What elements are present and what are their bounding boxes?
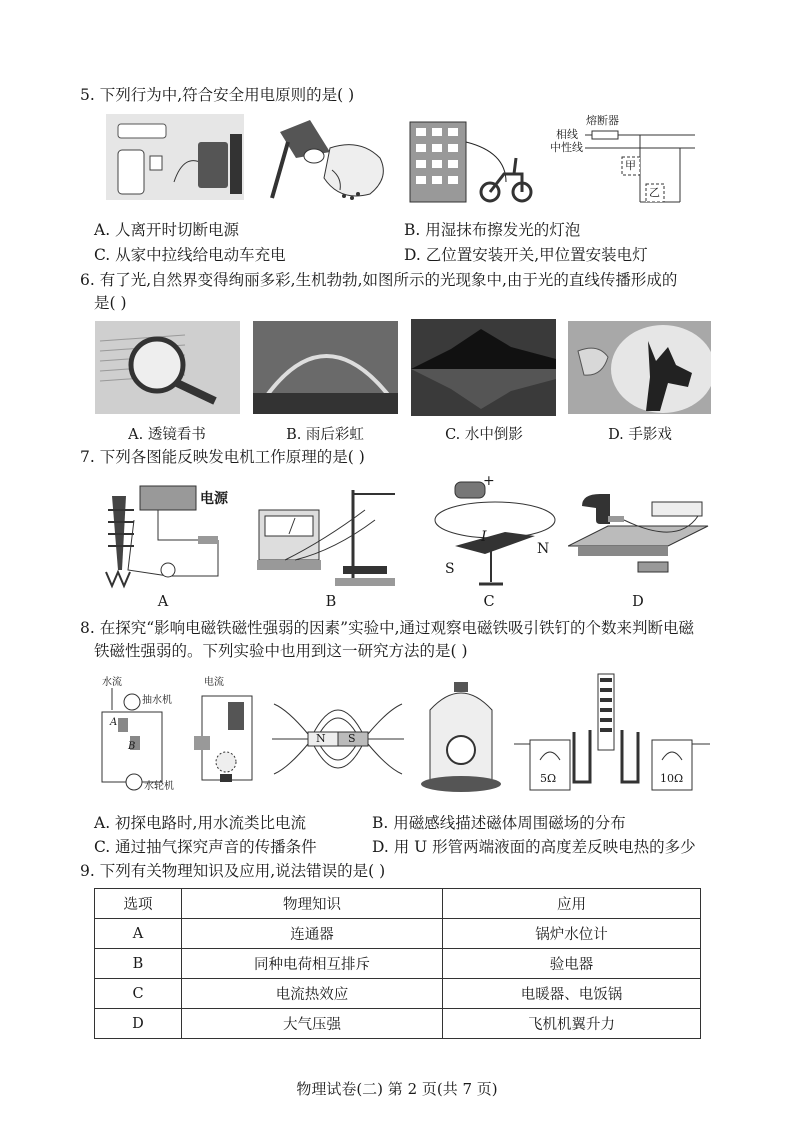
a-label: A xyxy=(110,717,118,728)
current-i-label: I xyxy=(481,529,487,545)
q7-figure-b-galvanometer xyxy=(255,480,405,590)
q5-figure-a-remote xyxy=(104,112,246,202)
s-pole-label: S xyxy=(445,561,455,577)
turbine-label: 水轮机 xyxy=(144,781,174,792)
row-b-application: 验电器 xyxy=(443,949,701,979)
q7-stem: 7. 下列各图能反映发电机工作原理的是( ) xyxy=(80,448,365,466)
neutral-wire-label: 中性线 xyxy=(550,141,583,154)
row-d-knowledge: 大气压强 xyxy=(182,1009,443,1039)
table-row xyxy=(95,919,701,949)
q8-stem-line2: 铁磁性强弱的。下列实验中也用到这一研究方法的是( ) xyxy=(94,642,468,660)
jia-label: 甲 xyxy=(625,159,636,172)
q8-figure-b-current-circuit xyxy=(192,676,264,798)
q9-table xyxy=(94,888,701,1039)
q6-photo-b-rainbow xyxy=(253,321,398,414)
resistor-10-ohm-label: 10Ω xyxy=(660,772,684,785)
row-d-application: 飞机机翼升力 xyxy=(443,1009,701,1039)
q8-option-a: A. 初探电路时,用水流类比电流 xyxy=(94,814,306,832)
q7-figure-d-magnet-circuit xyxy=(568,486,710,584)
row-b-knowledge: 同种电荷相互排斥 xyxy=(182,949,443,979)
q8-stem-line1: 8. 在探究“影响电磁铁磁性强弱的因素”实验中,通过观察电磁铁吸引铁钉的个数来判断电磁 xyxy=(80,619,694,637)
q7-caption-a: A xyxy=(157,594,169,610)
q7-caption-b: B xyxy=(325,594,337,610)
q5-figure-d-circuit xyxy=(550,112,700,208)
q5-stem: 5. 下列行为中,符合安全用电原则的是( ) xyxy=(80,86,355,104)
row-d-option: D xyxy=(95,1009,182,1039)
resistor-5-ohm-label: 5Ω xyxy=(540,772,557,785)
header-knowledge: 物理知识 xyxy=(182,889,443,919)
q6-caption-b: B. 雨后彩虹 xyxy=(286,427,364,443)
q5-figure-b-lamp xyxy=(260,112,390,204)
q6-photo-c-reflection xyxy=(411,319,556,416)
header-application: 应用 xyxy=(443,889,701,919)
q6-stem-line2: 是( ) xyxy=(94,294,127,312)
plus-label: + xyxy=(483,473,495,489)
q8-figure-e-u-tubes xyxy=(514,672,710,800)
row-a-option: A xyxy=(95,919,182,949)
q7-caption-d: D xyxy=(632,594,644,610)
q8-figure-d-bell-jar xyxy=(416,680,506,798)
q6-photo-a-magnifier xyxy=(95,321,240,414)
row-c-knowledge: 电流热效应 xyxy=(182,979,443,1009)
q5-option-d: D. 乙位置安装开关,甲位置安装电灯 xyxy=(404,246,648,264)
magnet-n-label: N xyxy=(316,732,326,745)
q8-option-c: C. 通过抽气探究声音的传播条件 xyxy=(94,838,317,856)
magnet-s-label: S xyxy=(348,732,356,745)
q8-figure-c-field-lines xyxy=(268,680,408,798)
q9-table-header xyxy=(95,889,701,919)
q6-caption-a: A. 透镜看书 xyxy=(128,427,206,443)
fuse-label: 熔断器 xyxy=(586,114,619,127)
water-flow-label: 水流 xyxy=(102,677,122,688)
q6-caption-c: C. 水中倒影 xyxy=(445,427,523,443)
q5-figure-c-building xyxy=(404,112,536,204)
q6-caption-d: D. 手影戏 xyxy=(608,427,672,443)
yi-label: 乙 xyxy=(649,186,660,199)
page-footer: 物理试卷(二) 第 2 页(共 7 页) xyxy=(296,1080,498,1098)
table-row xyxy=(95,979,701,1009)
table-row xyxy=(95,949,701,979)
row-a-knowledge: 连通器 xyxy=(182,919,443,949)
q7-figure-a-electromagnet xyxy=(98,480,238,590)
q7-caption-c: C xyxy=(483,594,495,610)
pump-label: 抽水机 xyxy=(142,695,172,706)
row-c-option: C xyxy=(95,979,182,1009)
live-wire-label: 相线 xyxy=(556,128,578,141)
row-a-application: 锅炉水位计 xyxy=(443,919,701,949)
q5-option-a: A. 人离开时切断电源 xyxy=(94,221,240,239)
power-supply-label: 电源 xyxy=(200,491,228,507)
header-option: 选项 xyxy=(95,889,182,919)
q8-option-d: D. 用 U 形管两端液面的高度差反映电热的多少 xyxy=(372,838,696,856)
q9-stem: 9. 下列有关物理知识及应用,说法错误的是( ) xyxy=(80,862,386,880)
row-b-option: B xyxy=(95,949,182,979)
q6-stem-line1: 6. 有了光,自然界变得绚丽多彩,生机勃勃,如图所示的光现象中,由于光的直线传播形成的 xyxy=(80,271,678,289)
n-pole-label: N xyxy=(537,541,550,557)
q5-option-c: C. 从家中拉线给电动车充电 xyxy=(94,246,286,264)
table-row xyxy=(95,1009,701,1039)
row-c-application: 电暖器、电饭锅 xyxy=(443,979,701,1009)
q7-figure-c-compass xyxy=(425,474,565,592)
q5-option-b: B. 用湿抹布擦发光的灯泡 xyxy=(404,221,581,239)
q6-photo-d-hand-shadow xyxy=(568,321,711,414)
current-label: 电流 xyxy=(204,677,224,688)
q8-option-b: B. 用磁感线描述磁体周围磁场的分布 xyxy=(372,814,626,832)
q8-figure-a-water-analogy xyxy=(94,676,184,798)
b-label: B xyxy=(128,741,136,752)
